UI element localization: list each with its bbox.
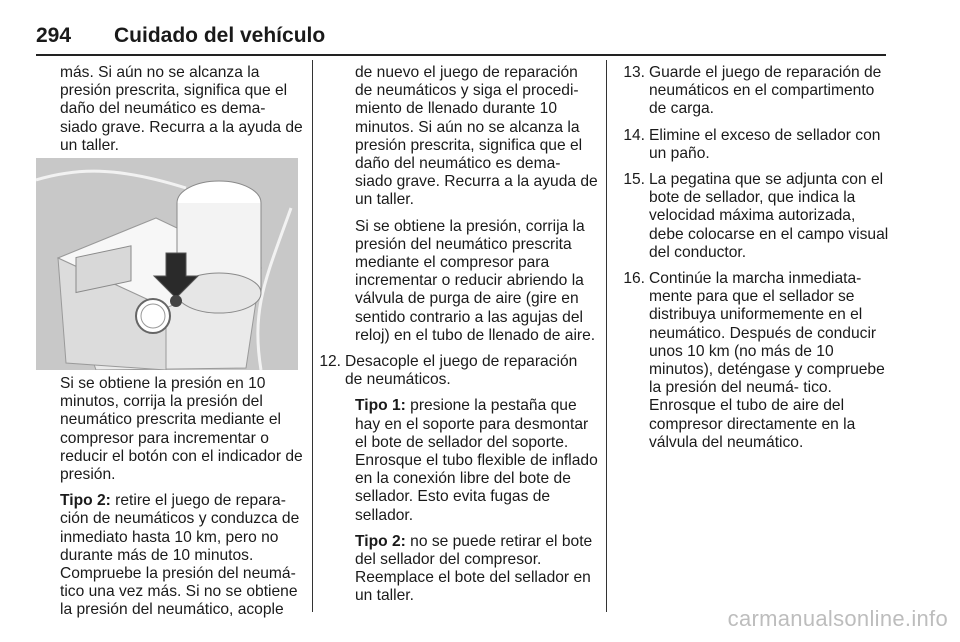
tipo-1-text: presione la pestaña que hay en el soporte para desmontar el bote de sellador del soporte. Enrosque el tubo flexible de inflado en la conexión libre del bote de sellador. Esto evita fugas de sellador. [355,397,598,524]
list-item-number: 16. [623,270,645,288]
list-item-number: 15. [623,171,645,189]
page-header [36,24,886,50]
header-divider [36,54,886,56]
paragraph-tipo-2 [313,533,598,606]
page-number: 294 [36,24,72,47]
list-item-13 [620,64,890,119]
list-item-number: 12. [319,353,341,371]
list-item-text: Guarde el juego de reparación de neumáticos en el compartimento de carga. [649,64,882,118]
column-1 [60,64,305,163]
page-title: Cuidado del vehículo [114,24,326,47]
repair-kit-illustration [36,158,298,370]
column-1-lower [60,375,305,628]
compressor-illustration-svg [36,158,298,370]
tipo-2-label: Tipo 2: [60,492,111,510]
paragraph: Si se obtiene la presión, corrija la presión del neumático prescrita mediante el compresor para incrementar o reducir abriendo la válvula de purga de aire (gire en sentido contrario a las agujas del reloj) en el tubo de llenado de aire. [355,217,596,344]
tipo-1-label: Tipo 1: [355,397,406,415]
list-item-12 [313,353,598,389]
paragraph: de nuevo el juego de reparación de neumáticos y siga el procedi- miento de llenado durante 10 minutos. Si aún no se alcanza la presión prescrita, significa que el daño del neumático es dema- siado grave. Recurra a la ayuda de un taller. [355,64,598,209]
tipo-2-label: Tipo 2: [355,532,406,550]
column-3 [620,64,890,460]
tipo-2-text: no se puede retirar el bote del sellador del compresor. Reemplace el bote del sellador en un taller. [355,532,593,605]
paragraph: más. Si aún no se alcanza la presión prescrita, significa que el daño del neumático es dema- siado grave. Recurra a la ayuda de un taller. [60,64,303,154]
paragraph-tipo-1 [313,397,598,524]
list-item-text: Elimine el exceso de sellador con un paño. [649,126,881,162]
watermark-text: carmanualsonline.info [727,606,948,631]
list-item-text: Desacople el juego de reparación de neumáticos. [345,353,578,389]
paragraph: Si se obtiene la presión en 10 minutos, corrija la presión del neumático prescrita mediante el compresor para incrementar o reducir el botón con el indicador de presión. [60,375,303,484]
list-item-16 [620,270,890,452]
column-divider-2 [606,60,607,612]
list-item-15 [620,171,890,262]
paragraph-tipo-2 [60,492,305,619]
list-item-number: 14. [623,126,645,144]
list-item-text: La pegatina que se adjunta con el bote de sellador, que indica la velocidad máxima autorizada, debe colocarse en el campo visual del conductor. [649,171,889,261]
list-item-text: Continúe la marcha inmediata- mente para que el sellador se distribuya uniformemente en el neumático. Después de conducir unos 10 km (no más de 10 minutos), deténgase y compruebe la presión del neumá- tico. Enrosque el tubo de aire del compresor directamente en la válvula del neumático. [649,270,885,451]
list-item-number: 13. [623,64,645,81]
list-item-14 [620,127,890,163]
tipo-2-text: retire el juego de repara- ción de neumáticos y conduzca de inmediato hasta 10 km, pero no durante más de 10 minutos. Compruebe la presión del neumá- tico una vez más. Si no se obtiene la presión del neumático, acople [60,492,300,619]
column-2 [313,64,598,614]
